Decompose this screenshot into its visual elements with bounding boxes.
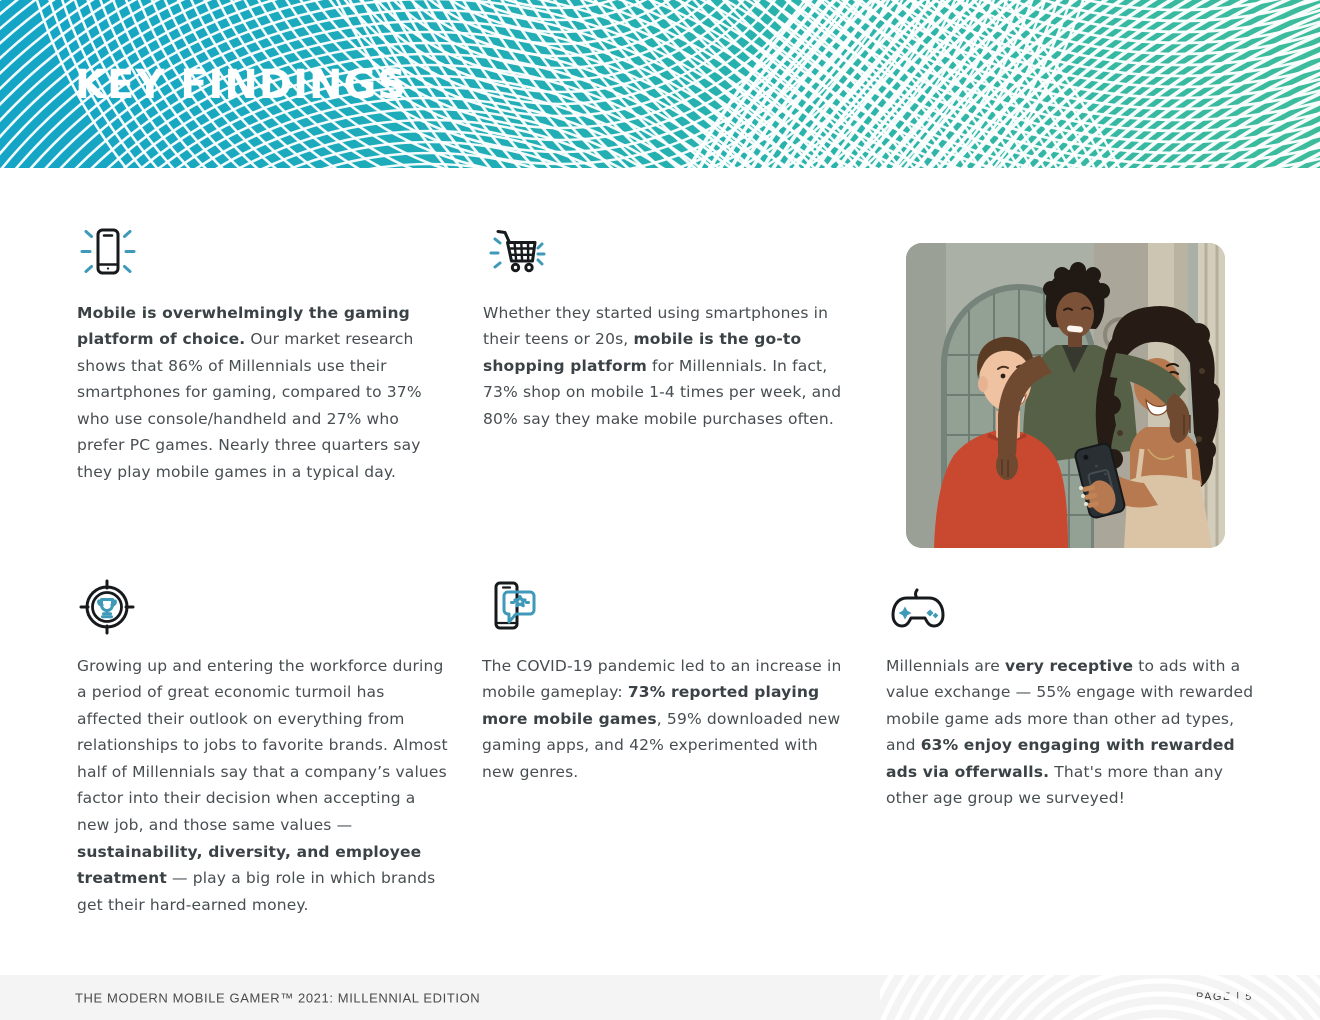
finding-mobile-shopping	[483, 224, 849, 448]
page-number: PAGE | 5	[1196, 991, 1253, 1003]
finding-mobile-gaming	[77, 224, 443, 501]
page-title: KEY FINDINGS	[75, 62, 408, 108]
finding-company-values	[77, 577, 449, 934]
gamepad-icon	[886, 577, 1258, 637]
trophy-target-icon	[77, 577, 449, 637]
shopping-cart-rays-icon	[483, 224, 849, 284]
finding-text: Millennials are very receptive to ads with a value exchange — 55% engage with rewarded mobile game ads more than other ad types, and 63% enjoy engaging with rewarded ads via offerwalls. That's more than any other age group we surveyed!	[886, 656, 1254, 808]
finding-text: Mobile is overwhelmingly the gaming platform of choice. Our market research shows that 86% of Millennials use their smartphones for gaming, compared to 37% who use console/handheld and 27% who prefer PC games. Nearly three quarters say they play mobile games in a typical day.	[77, 303, 422, 482]
photo-friends-looking-at-phone	[906, 243, 1225, 548]
finding-covid-gameplay	[482, 577, 848, 801]
finding-text: Whether they started using smartphones in their teens or 20s, mobile is the go-to shopping platform for Millennials. In fact, 73% shop on mobile 1-4 times per week, and 80% say they make mobile purchases often.	[483, 303, 842, 428]
report-title: THE MODERN MOBILE GAMER™ 2021: MILLENNIAL EDITION	[75, 990, 481, 1005]
smartphone-rays-icon	[77, 224, 443, 284]
finding-text: Growing up and entering the workforce during a period of great economic turmoil has affected their outlook on everything from relationships to jobs to favorite brands. Almost half of Millennials say that a company’s values factor into their decision when accepting a new job, and those same values — sustainability, diversity, and employee treatment — play a big role in which brands get their hard-earned money.	[77, 656, 448, 914]
finding-rewarded-ads	[886, 577, 1258, 828]
header-banner	[0, 0, 1320, 168]
footer-bar	[0, 975, 1320, 1020]
finding-text: The COVID-19 pandemic led to an increase in mobile gameplay: 73% reported playing more mobile games, 59% downloaded new gaming apps, and 42% experimented with new genres.	[482, 656, 842, 781]
phone-review-bubble-icon	[482, 577, 848, 637]
wave-pattern-footer	[880, 975, 1320, 1020]
